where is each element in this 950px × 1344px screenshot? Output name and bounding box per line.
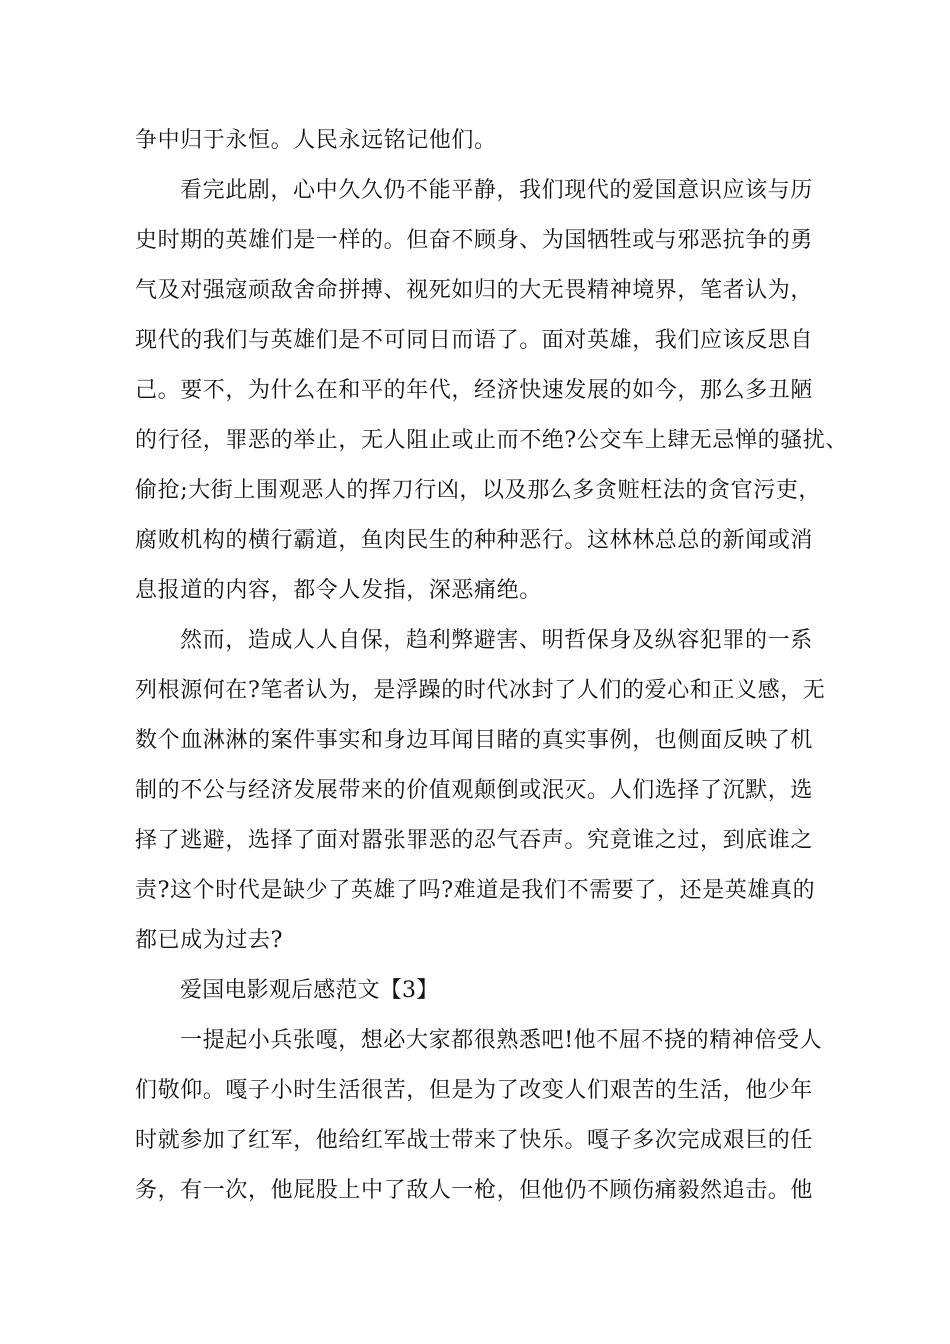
text-line: 都已成为过去?	[135, 928, 283, 953]
text-line: 务，有一次，他屁股上中了敌人一枪，但他仍不顾伤痛毅然追击。他	[135, 1178, 814, 1203]
text-line: 列根源何在?笔者认为，是浮躁的时代冰封了人们的爱心和正义感，无	[135, 678, 826, 703]
section-heading: 爱国电影观后感范文【3】	[180, 978, 439, 1003]
text-line: 择了逃避，选择了面对嚣张罪恶的忍气吞声。究竟谁之过，到底谁之	[135, 828, 814, 853]
paragraph-start-line: 一提起小兵张嘎，想必大家都很熟悉吧!他不屈不挠的精神倍受人	[180, 1028, 823, 1053]
text-line: 数个血淋淋的案件事实和身边耳闻目睹的真实事例，也侧面反映了机	[135, 728, 814, 753]
text-line: 气及对强寇顽敌舍命拼搏、视死如归的大无畏精神境界，笔者认为，	[135, 278, 814, 303]
text-line: 们敬仰。嘎子小时生活很苦，但是为了改变人们艰苦的生活，他少年	[135, 1078, 814, 1103]
text-line: 时就参加了红军，他给红军战士带来了快乐。嘎子多次完成艰巨的任	[135, 1128, 814, 1153]
text-line: 争中归于永恒。人民永远铭记他们。	[135, 128, 497, 153]
paragraph-start-line: 然而，造成人人自保，趋利弊避害、明哲保身及纵容犯罪的一系	[180, 628, 813, 653]
text-line: 己。要不，为什么在和平的年代，经济快速发展的如今，那么多丑陋	[135, 378, 814, 403]
text-line: 息报道的内容，都令人发指，深恶痛绝。	[135, 578, 542, 603]
text-line: 偷抢;大街上围观恶人的挥刀行凶，以及那么多贪赃枉法的贪官污吏，	[135, 478, 822, 503]
text-line: 腐败机构的横行霸道，鱼肉民生的种种恶行。这林林总总的新闻或消	[135, 528, 814, 553]
paragraph-start-line: 看完此剧，心中久久仍不能平静，我们现代的爱国意识应该与历	[180, 178, 813, 203]
text-line: 的行径，罪恶的举止，无人阻止或止而不绝?公交车上肆无忌惮的骚扰、	[135, 428, 848, 453]
text-line: 现代的我们与英雄们是不可同日而语了。面对英雄，我们应该反思自	[135, 328, 814, 353]
text-line: 史时期的英雄们是一样的。但奋不顾身、为国牺牲或与邪恶抗争的勇	[135, 228, 814, 253]
text-line: 责?这个时代是缺少了英雄了吗?难道是我们不需要了，还是英雄真的	[135, 878, 816, 903]
text-line: 制的不公与经济发展带来的价值观颠倒或泯灭。人们选择了沉默，选	[135, 778, 814, 803]
